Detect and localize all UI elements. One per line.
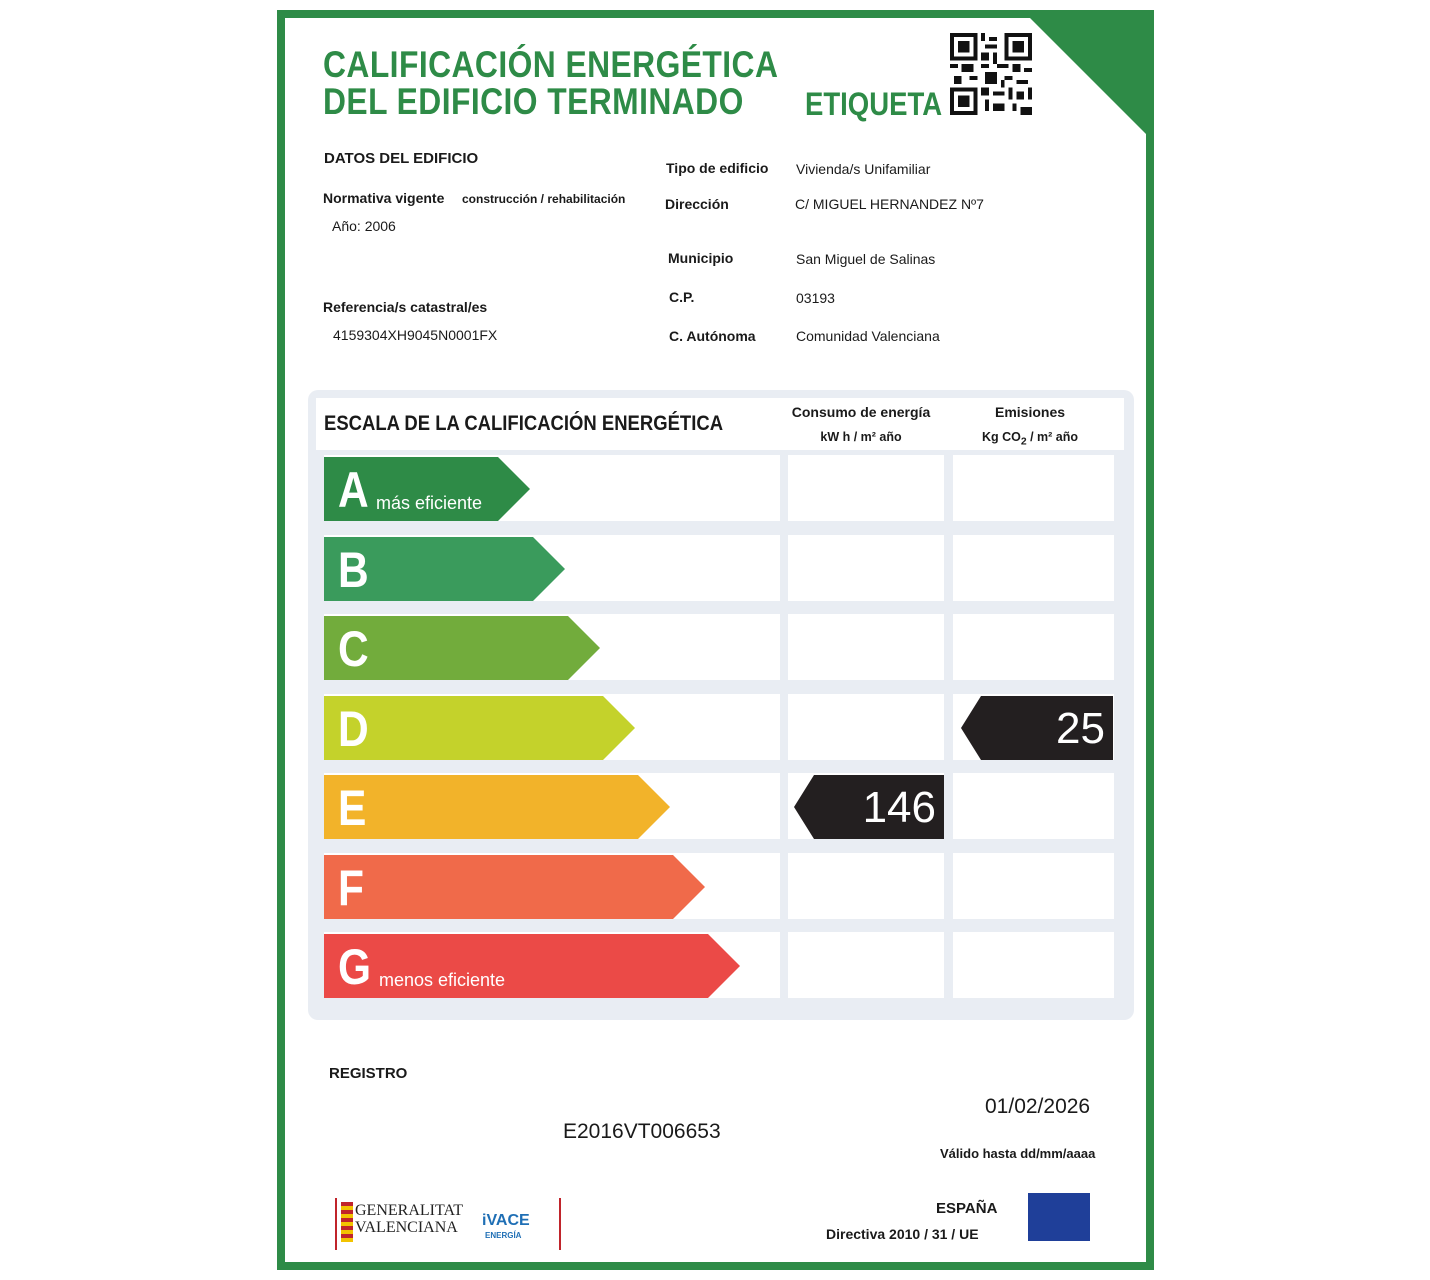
- class-letter: D: [338, 700, 369, 757]
- municipio-label: Municipio: [668, 250, 734, 266]
- class-row-e: [324, 773, 1114, 841]
- class-letter: F: [338, 859, 364, 916]
- consumo-cell: [788, 853, 944, 919]
- scale-title: ESCALA DE LA CALIFICACIÓN ENERGÉTICA: [324, 412, 724, 435]
- emisiones-unit: Kg $CO_2 / m^2$ año: [981, 430, 1079, 448]
- valid-date: 01/02/2026: [985, 1095, 1091, 1118]
- tipo-label: Tipo de edificio: [666, 160, 769, 176]
- class-row-c: [324, 614, 1114, 682]
- eu-flag-icon: [1028, 1193, 1090, 1241]
- ca-value: Comunidad Valenciana: [796, 328, 940, 344]
- emisiones-cell: [953, 535, 1114, 601]
- ref-value: 4159304XH9045N0001FX: [333, 327, 498, 343]
- section-title-building: DATOS DEL EDIFICIO: [324, 150, 479, 167]
- normativa-sub: construcción / rehabilitación: [462, 192, 626, 206]
- consumo-cell: [788, 455, 944, 521]
- ivace-logo: iVACE: [482, 1212, 530, 1229]
- emisiones-cell: [953, 455, 1114, 521]
- class-row-b: [324, 535, 1114, 603]
- class-letter: B: [338, 541, 369, 598]
- municipio-value: San Miguel de Salinas: [796, 251, 936, 267]
- class-row-g: [324, 932, 1114, 1000]
- etiqueta-label: ETIQUETA: [805, 86, 943, 122]
- emisiones-cell: [953, 932, 1114, 998]
- class-arrow-b: [324, 537, 565, 601]
- valid-label: Válido hasta dd/mm/aaaa: [940, 1146, 1096, 1161]
- consumo-cell: [788, 694, 944, 760]
- generalitat-logo: GENERALITAT VALENCIANA: [355, 1202, 464, 1236]
- consumo-cell: [788, 535, 944, 601]
- registro-label: REGISTRO: [329, 1065, 408, 1082]
- consumo-indicator: [794, 775, 944, 839]
- cp-value: 03193: [796, 290, 835, 306]
- normativa-label: Normativa vigente: [323, 190, 445, 206]
- class-arrow-e: [324, 775, 670, 839]
- corner-triangle: [1029, 17, 1147, 135]
- class-letter: C: [338, 621, 369, 677]
- year-value: Año: 2006: [332, 218, 396, 234]
- consumo-cell: [788, 614, 944, 680]
- direccion-value: C/ MIGUEL HERNANDEZ Nº7: [795, 196, 984, 212]
- emisiones-cell: [953, 614, 1114, 680]
- class-arrow-g: [324, 934, 740, 998]
- espana-label: ESPAÑA: [936, 1200, 998, 1217]
- class-sublabel: menos eficiente: [379, 970, 506, 990]
- generalitat-emblem-icon: [341, 1202, 353, 1242]
- class-sublabel: más eficiente: [376, 493, 483, 513]
- footer-logos: [335, 1198, 561, 1250]
- emisiones-header: Emisiones: [994, 404, 1066, 420]
- registro-number: E2016VT006653: [563, 1120, 721, 1143]
- consumo-cell: [788, 932, 944, 998]
- ref-label: Referencia/s catastral/es: [323, 299, 488, 315]
- title-line-1: CALIFICACIÓN ENERGÉTICA: [323, 44, 779, 85]
- cp-label: C.P.: [669, 289, 695, 305]
- class-row-a: [324, 455, 1114, 523]
- class-arrow-f: [324, 855, 705, 919]
- ivace-sub: ENERGÍA: [485, 1231, 522, 1240]
- class-row-d: [324, 694, 1114, 762]
- class-arrow-c: [324, 616, 600, 680]
- direccion-label: Dirección: [665, 196, 729, 212]
- class-row-f: [324, 853, 1114, 921]
- title-line-2: DEL EDIFICIO TERMINADO: [323, 81, 744, 122]
- emisiones-indicator-value: 25: [1056, 703, 1105, 753]
- qr-code-icon: [950, 33, 1032, 115]
- ca-label: C. Autónoma: [669, 328, 756, 344]
- energy-label: [277, 10, 1154, 1270]
- class-letter: E: [338, 780, 367, 836]
- class-arrow-a: [324, 457, 530, 521]
- tipo-value: Vivienda/s Unifamiliar: [796, 161, 931, 177]
- emisiones-indicator: [961, 696, 1113, 760]
- label-title: [323, 46, 778, 120]
- consumo-header: Consumo de energía: [791, 404, 931, 420]
- directiva-label: Directiva 2010 / 31 / UE: [826, 1226, 979, 1242]
- class-letter: G: [338, 939, 372, 995]
- class-arrow-d: [324, 696, 635, 760]
- consumo-indicator-value: 146: [862, 783, 936, 832]
- emisiones-cell: [953, 853, 1114, 919]
- consumo-unit: kW h / m² año: [820, 430, 902, 444]
- class-letter: A: [338, 462, 369, 518]
- emisiones-cell: [953, 773, 1114, 839]
